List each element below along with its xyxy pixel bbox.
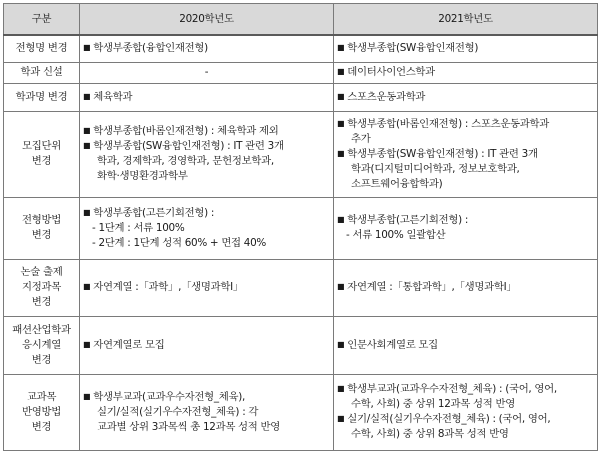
cell-2021 [334, 83, 598, 111]
row-label-line: 학과 신설 [20, 66, 63, 78]
cell-line [83, 124, 330, 139]
cell-text: 학생부종합(고른기회전형) : [347, 214, 469, 226]
row-label-line: 변경 [31, 229, 52, 241]
square-bullet-icon: ■ [83, 126, 91, 135]
row-label-line: 반영방법 [22, 405, 61, 418]
cell-text: - 서류 100% 일괄합산 [346, 229, 446, 241]
cell-text: 학생부교과(교과우수자전형_체육) : (국어, 영어, [347, 383, 557, 395]
row-label-line: 변경 [31, 353, 52, 366]
table-row [4, 374, 598, 450]
cell-line [337, 338, 594, 353]
cell-text: 화학·생명환경과학부 [97, 170, 188, 182]
cell-line [337, 132, 594, 147]
row-label [4, 83, 80, 111]
cell-2021 [334, 259, 598, 316]
cell-text: 학생부종합(SW융합인재전형) : IT 관련 3개 [93, 140, 284, 152]
cell-2020 [80, 111, 334, 197]
square-bullet-icon: ■ [337, 148, 345, 158]
cell-text: 수학, 사회) 중 상위 8과목 성적 반영 [351, 428, 509, 440]
square-bullet-icon: ■ [337, 282, 345, 291]
cell-line [337, 280, 594, 295]
row-label-line: 논술 출제 [20, 266, 63, 278]
table-row [4, 316, 598, 374]
cell-text: 학생부교과(교과우수자전형_체육), [93, 390, 245, 403]
square-bullet-icon: ■ [337, 384, 345, 393]
row-label [4, 62, 80, 83]
cell-2021 [334, 111, 598, 197]
cell-text: 학생부종합(고른기회전형) : [93, 206, 215, 219]
cell-2020 [80, 83, 334, 111]
cell-text: 체육학과 [93, 90, 133, 103]
cell-2021 [334, 374, 598, 450]
square-bullet-icon: ■ [83, 207, 91, 217]
row-label-line: 전형방법 [22, 214, 61, 226]
square-bullet-icon: ■ [83, 391, 91, 401]
cell-text: 수학, 사회) 중 상위 12과목 성적 반영 [351, 398, 515, 410]
table-row [4, 111, 598, 197]
cell-line [83, 405, 330, 420]
cell-text: 데이터사이언스학과 [347, 66, 435, 78]
cell-line [337, 382, 594, 397]
cell-line [337, 65, 594, 80]
cell-text: 학과, 경제학과, 경영학과, 문헌정보학과, [97, 155, 274, 167]
row-label-line: 변경 [31, 296, 52, 308]
cell-2020 [80, 374, 334, 450]
cell-line [337, 117, 594, 132]
table-row [4, 83, 598, 111]
cell-line [83, 139, 330, 154]
cell-2021 [334, 35, 598, 62]
cell-line [83, 236, 330, 251]
cell-text: 실기/실적(실기우수자전형_체육) : 각 [97, 405, 259, 418]
row-label-line: 모집단위 [22, 140, 61, 152]
cell-line [337, 41, 594, 56]
square-bullet-icon: ■ [83, 141, 91, 150]
cell-text: 학생부종합(바롬인재전형) : 스포츠운동과학과 [347, 117, 549, 130]
cell-line [83, 65, 330, 80]
row-label [4, 259, 80, 316]
row-label [4, 111, 80, 197]
square-bullet-icon: ■ [83, 43, 91, 53]
cell-text: 학생부종합(바롬인재전형) : 체육학과 제외 [93, 125, 279, 137]
cell-line [83, 221, 330, 236]
cell-text: - 2단계 : 1단계 성적 60% + 면접 40% [92, 236, 266, 249]
cell-line [337, 147, 594, 162]
cell-text: 소프트웨어융합학과) [351, 177, 443, 190]
cell-2021 [334, 62, 598, 83]
cell-text: 학생부종합(SW융합인재전형) : IT 관련 3개 [347, 147, 538, 160]
cell-text: - 1단계 : 서류 100% [92, 221, 185, 234]
square-bullet-icon: ■ [83, 91, 91, 101]
cell-text: 자연계열로 모집 [93, 338, 165, 351]
cell-text: 교과별 상위 3과목씩 총 12과목 성적 반영 [97, 420, 281, 433]
cell-line [83, 206, 330, 221]
cell-text: 자연계열 :「과학」,「생명과학Ⅰ」 [93, 281, 243, 293]
square-bullet-icon: ■ [337, 339, 345, 349]
table-row [4, 35, 598, 62]
table-row [4, 259, 598, 316]
cell-line [83, 154, 330, 169]
row-label-line: 전형명 변경 [15, 42, 68, 55]
cell-2020 [80, 197, 334, 259]
cell-line [337, 177, 594, 192]
cell-line [337, 213, 594, 228]
row-label-line: 패션산업학과 [12, 323, 71, 336]
cell-line [83, 280, 330, 295]
cell-line [337, 427, 594, 442]
cell-line [337, 412, 594, 427]
header-row [4, 4, 598, 36]
table-row [4, 62, 598, 83]
square-bullet-icon: ■ [337, 414, 345, 423]
row-label-line: 응시계열 [22, 338, 61, 351]
row-label-line: 학과명 변경 [15, 90, 68, 103]
row-label-line: 변경 [31, 155, 52, 167]
cell-text: 학생부종합(융합인재전형) [93, 42, 208, 55]
cell-2020 [80, 62, 334, 83]
square-bullet-icon: ■ [337, 118, 345, 128]
cell-2020 [80, 259, 334, 316]
cell-2020 [80, 35, 334, 62]
admission-changes-table [3, 3, 598, 451]
square-bullet-icon: ■ [337, 215, 345, 224]
row-label-line: 변경 [31, 420, 52, 433]
square-bullet-icon: ■ [337, 67, 345, 76]
row-label-line: 교과목 [26, 390, 57, 403]
cell-text: 자연계열 :「통합과학」,「생명과학Ⅰ」 [347, 281, 517, 293]
cell-text: 인문사회계열로 모집 [347, 338, 438, 351]
row-label-line: 지정과목 [22, 281, 61, 293]
cell-line [337, 90, 594, 105]
cell-line [83, 90, 330, 105]
header-category: 구분 [4, 4, 80, 36]
square-bullet-icon: ■ [83, 339, 91, 349]
row-label [4, 35, 80, 62]
cell-line [337, 162, 594, 177]
cell-text: 스포츠운동과학과 [347, 90, 426, 103]
cell-2020 [80, 316, 334, 374]
cell-text: 학생부종합(SW융합인재전형) [347, 42, 479, 55]
row-label [4, 316, 80, 374]
cell-text: - [204, 66, 209, 78]
square-bullet-icon: ■ [83, 282, 91, 291]
square-bullet-icon: ■ [337, 91, 345, 101]
header-2020: 2020학년도 [80, 4, 334, 36]
cell-line [83, 169, 330, 184]
cell-text: 학과(디지털미디어학과, 정보보호학과, [351, 162, 520, 175]
cell-text: 실기/실적(실기우수자전형_체육) : (국어, 영어, [347, 413, 551, 425]
cell-line [83, 338, 330, 353]
row-label [4, 197, 80, 259]
cell-line [337, 228, 594, 243]
square-bullet-icon: ■ [337, 43, 345, 53]
cell-2021 [334, 197, 598, 259]
header-2021: 2021학년도 [334, 4, 598, 36]
cell-line [83, 41, 330, 56]
cell-line [83, 420, 330, 435]
row-label [4, 374, 80, 450]
cell-line [83, 390, 330, 405]
cell-2021 [334, 316, 598, 374]
cell-text: 추가 [351, 132, 371, 145]
table-row [4, 197, 598, 259]
cell-line [337, 397, 594, 412]
